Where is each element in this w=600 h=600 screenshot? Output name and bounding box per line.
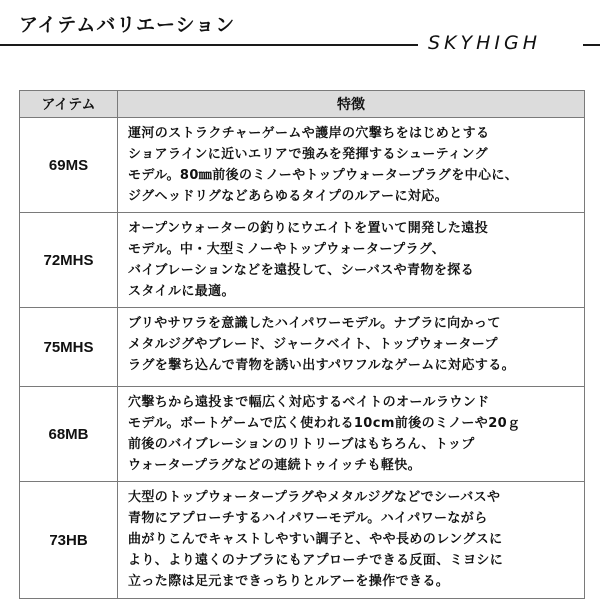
header-rule bbox=[0, 44, 418, 46]
feature-cell bbox=[118, 482, 585, 599]
table-row bbox=[20, 213, 585, 308]
feature-line: スタイルに最適。 bbox=[128, 284, 235, 299]
column-header-item: アイテム bbox=[20, 91, 118, 118]
feature-line: ラグを撃ち込んで青物を誘い出すパワフルなゲームに対応する。 bbox=[128, 358, 516, 373]
section-heading: アイテムバリエーション bbox=[19, 14, 236, 36]
feature-cell bbox=[118, 118, 585, 213]
feature-line: ショアラインに近いエリアで強みを発揮するシューティング bbox=[128, 147, 488, 162]
item-cell: 75MHS bbox=[20, 308, 118, 387]
feature-cell bbox=[118, 308, 585, 387]
header-rule-tail bbox=[583, 44, 600, 46]
feature-line: モデル。80㎜前後のミノーやトップウォータープラグを中心に、 bbox=[128, 168, 519, 183]
feature-line: ウォータープラグなどの連続トゥイッチも軽快。 bbox=[128, 458, 422, 473]
feature-line: ブリやサワラを意識したハイパワーモデル。ナブラに向かって bbox=[128, 316, 501, 331]
item-cell: 68MB bbox=[20, 387, 118, 482]
feature-line: 青物にアプローチするハイパワーモデル。ハイパワーながら bbox=[128, 511, 488, 526]
feature-line: 曲がりこんでキャストしやすい調子と、やや長めのレングスに bbox=[128, 532, 503, 547]
item-cell: 72MHS bbox=[20, 213, 118, 308]
feature-line: 穴撃ちから遠投まで幅広く対応するベイトのオールラウンド bbox=[128, 395, 490, 410]
feature-line: モデル。ボートゲームで広く使われる10cm前後のミノーや20ｇ bbox=[128, 416, 521, 431]
column-header-feature: 特徴 bbox=[118, 91, 585, 118]
table-header-row bbox=[20, 91, 585, 118]
feature-line: 立った際は足元まできっちりとルアーを操作できる。 bbox=[128, 574, 450, 589]
variation-table bbox=[19, 90, 585, 599]
item-cell: 69MS bbox=[20, 118, 118, 213]
feature-line: 前後のバイブレーションのリトリーブはもちろん、トップ bbox=[128, 437, 475, 452]
table-row bbox=[20, 118, 585, 213]
item-cell: 73HB bbox=[20, 482, 118, 599]
feature-line: 運河のストラクチャーゲームや護岸の穴撃ちをはじめとする bbox=[128, 126, 490, 141]
table-row bbox=[20, 308, 585, 387]
feature-line: オープンウォーターの釣りにウエイトを置いて開発した遠投 bbox=[128, 221, 489, 236]
feature-line: モデル。中・大型ミノーやトップウォータープラグ、 bbox=[128, 242, 446, 257]
feature-line: メタルジグやブレード、ジャークベイト、トップウォータープ bbox=[128, 337, 498, 352]
feature-line: 大型のトップウォータープラグやメタルジグなどでシーバスや bbox=[128, 490, 501, 505]
feature-line: バイブレーションなどを遠投して、シーバスや青物を探る bbox=[128, 263, 475, 278]
feature-line: より、より遠くのナブラにもアプローチできる反面、ミヨシに bbox=[128, 553, 504, 568]
feature-cell bbox=[118, 213, 585, 308]
brand-logo: SKYHIGH bbox=[428, 32, 542, 54]
table-row bbox=[20, 387, 585, 482]
feature-line: ジグヘッドリグなどあらゆるタイプのルアーに対応。 bbox=[128, 189, 449, 204]
table-row bbox=[20, 482, 585, 599]
feature-cell bbox=[118, 387, 585, 482]
